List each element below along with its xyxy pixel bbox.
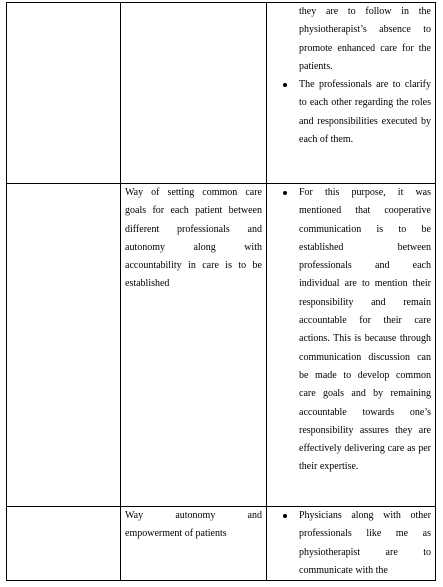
table-cell-col3 [267,184,436,507]
table-row [7,507,436,581]
bullet-icon [283,191,287,195]
table-cell-col1 [7,507,121,581]
table-cell-col2: Way of setting common care goals for each patient between different professionals and autonomy along with accountability in care is to be established [121,184,267,507]
bullet-icon [283,83,287,87]
bullet-list [267,3,435,149]
table-cell-col2 [121,3,267,184]
table-cell-col3 [267,3,436,184]
list-item: Physicians along with other professionals like me as physiotherapist are to communicate with the [267,507,431,580]
document-table [6,2,436,581]
table-row [7,184,436,507]
bullet-icon [283,514,287,518]
table-cell-col2: Way autonomy and empowerment of patients [121,507,267,581]
table-row [7,3,436,184]
table-cell-col1 [7,184,121,507]
list-item-continued: they are to follow in the physiotherapist’s absence to promote enhanced care for the patients. [299,6,431,72]
table-cell-col3 [267,507,436,581]
bullet-list [267,507,435,580]
list-item: The professionals are to clarify to each other regarding the roles and responsibilities executed by each of them. [267,76,431,149]
list-item: For this purpose, it was mentioned that cooperative communication is to be established between professionals and each individual are to mention their responsibility and remain accountable for their care actions. This is because through communication discussion can be made to develop common care goals and by remaining accountable towards one’s responsibility assures they are effectively delivering care as per their expertise. [267,184,431,477]
bullet-list [267,184,435,477]
table-cell-col1 [7,3,121,184]
